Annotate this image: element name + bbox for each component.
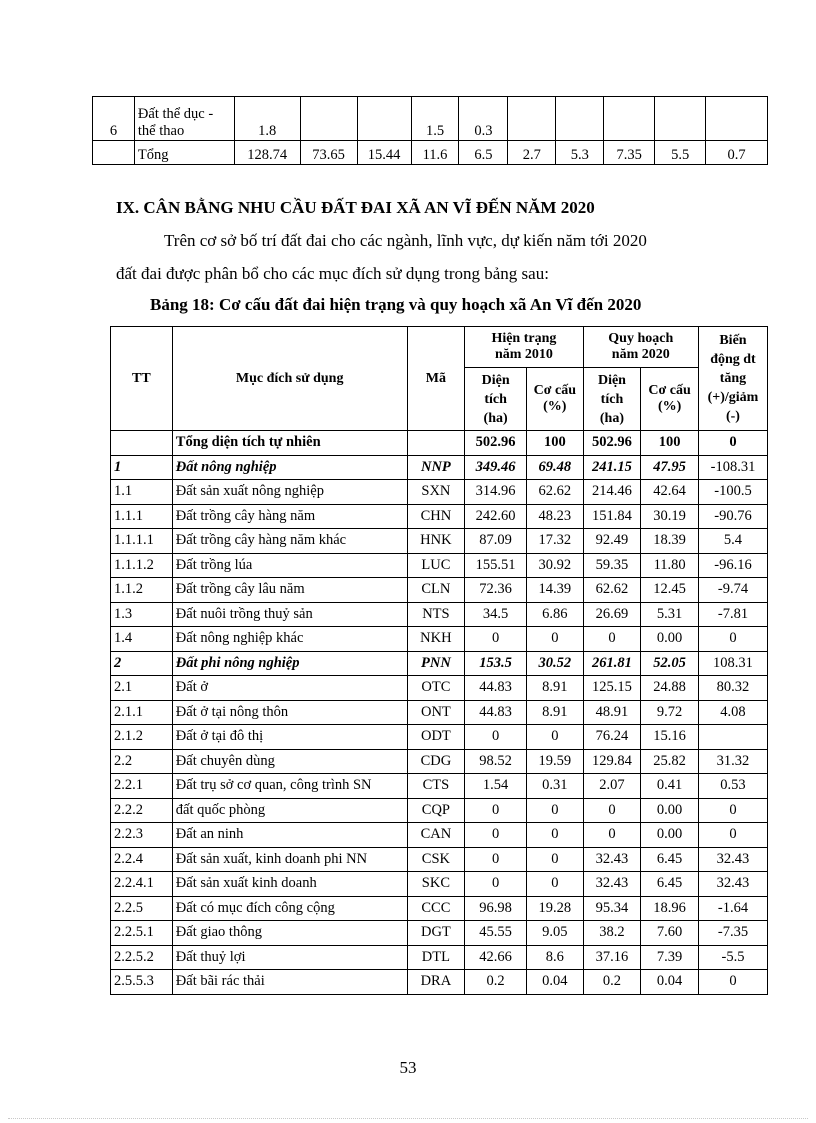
land-use-name: Đất an ninh bbox=[172, 823, 407, 848]
cell: 0 bbox=[698, 970, 767, 995]
cell: 92.49 bbox=[583, 529, 641, 554]
cell: 4.08 bbox=[698, 700, 767, 725]
table-caption: Bảng 18: Cơ cấu đất đai hiện trạng và quy hoạch xã An Vĩ đến 2020 bbox=[150, 295, 642, 314]
land-use-name: Đất bãi rác thải bbox=[172, 970, 407, 995]
table-row bbox=[111, 749, 768, 774]
cell: 155.51 bbox=[465, 553, 527, 578]
header-share-current: Cơ cấu (%) bbox=[527, 368, 584, 431]
land-use-name: Đất trụ sở cơ quan, công trình SN bbox=[172, 774, 407, 799]
cell: 37.16 bbox=[583, 945, 641, 970]
cell: 48.91 bbox=[583, 700, 641, 725]
cell: 0 bbox=[527, 847, 584, 872]
cell: 214.46 bbox=[583, 480, 641, 505]
cell: 2.2.5 bbox=[111, 896, 173, 921]
table-row bbox=[111, 896, 768, 921]
cell: 5.31 bbox=[641, 602, 699, 627]
table-row bbox=[111, 970, 768, 995]
table-body bbox=[111, 431, 768, 995]
cell: 2.2.2 bbox=[111, 798, 173, 823]
land-code: SXN bbox=[407, 480, 465, 505]
cell bbox=[111, 431, 173, 456]
cell: 42.66 bbox=[465, 945, 527, 970]
cell: 2.7 bbox=[508, 141, 556, 165]
cell: 45.55 bbox=[465, 921, 527, 946]
land-code: CHN bbox=[407, 504, 465, 529]
cell: 5.5 bbox=[655, 141, 706, 165]
cell: 0 bbox=[527, 725, 584, 750]
land-use-name: Đất trồng cây lâu năm bbox=[172, 578, 407, 603]
cell: 0.53 bbox=[698, 774, 767, 799]
cell: 1.5 bbox=[411, 97, 459, 141]
cell bbox=[604, 97, 655, 141]
cell: 59.35 bbox=[583, 553, 641, 578]
cell: 62.62 bbox=[527, 480, 584, 505]
cell: 0 bbox=[698, 798, 767, 823]
table-row bbox=[111, 921, 768, 946]
cell: 2.07 bbox=[583, 774, 641, 799]
land-use-name: đất quốc phòng bbox=[172, 798, 407, 823]
table-row bbox=[111, 700, 768, 725]
cell: 0 bbox=[465, 847, 527, 872]
land-code: HNK bbox=[407, 529, 465, 554]
cell: 8.91 bbox=[527, 676, 584, 701]
cell: 502.96 bbox=[465, 431, 527, 456]
cell: 15.16 bbox=[641, 725, 699, 750]
cell: 0 bbox=[527, 798, 584, 823]
land-structure-table bbox=[110, 326, 768, 995]
cell: 5.4 bbox=[698, 529, 767, 554]
table-row bbox=[111, 480, 768, 505]
cell: -5.5 bbox=[698, 945, 767, 970]
cell: 26.69 bbox=[583, 602, 641, 627]
header-code: Mã bbox=[407, 327, 465, 431]
cell: 242.60 bbox=[465, 504, 527, 529]
cell: 80.32 bbox=[698, 676, 767, 701]
cell: 87.09 bbox=[465, 529, 527, 554]
cell: 0.41 bbox=[641, 774, 699, 799]
land-use-name: Đất thuỷ lợi bbox=[172, 945, 407, 970]
cell: 32.43 bbox=[698, 872, 767, 897]
cell: 2.5.5.3 bbox=[111, 970, 173, 995]
header-share-planned: Cơ cấu (%) bbox=[641, 368, 699, 431]
header-area-current: Diện tích (ha) bbox=[465, 368, 527, 431]
cell: 7.39 bbox=[641, 945, 699, 970]
cell: 151.84 bbox=[583, 504, 641, 529]
cell: 6.86 bbox=[527, 602, 584, 627]
cell: 47.95 bbox=[641, 455, 699, 480]
cell: 241.15 bbox=[583, 455, 641, 480]
cell: 34.5 bbox=[465, 602, 527, 627]
cell: 9.05 bbox=[527, 921, 584, 946]
land-code: DTL bbox=[407, 945, 465, 970]
cell: 129.84 bbox=[583, 749, 641, 774]
cell: 73.65 bbox=[300, 141, 357, 165]
cell: 6.5 bbox=[459, 141, 508, 165]
cell: 2.2.1 bbox=[111, 774, 173, 799]
cell: 0.00 bbox=[641, 823, 699, 848]
cell: 95.34 bbox=[583, 896, 641, 921]
cell: 100 bbox=[641, 431, 699, 456]
cell: 1.1 bbox=[111, 480, 173, 505]
land-use-name: Đất trồng cây hàng năm bbox=[172, 504, 407, 529]
cell: 0.2 bbox=[583, 970, 641, 995]
cell: Tổng bbox=[134, 141, 234, 165]
cell: 1.54 bbox=[465, 774, 527, 799]
land-code: DGT bbox=[407, 921, 465, 946]
land-use-name: Đất nông nghiệp khác bbox=[172, 627, 407, 652]
cell bbox=[357, 97, 411, 141]
cell: 0.7 bbox=[706, 141, 768, 165]
table-row bbox=[111, 627, 768, 652]
cell: 153.5 bbox=[465, 651, 527, 676]
land-use-name: Đất ở tại đô thị bbox=[172, 725, 407, 750]
land-use-name: Đất có mục đích công cộng bbox=[172, 896, 407, 921]
table-row bbox=[93, 141, 768, 165]
cell: -7.35 bbox=[698, 921, 767, 946]
cell: 1.4 bbox=[111, 627, 173, 652]
cell: 38.2 bbox=[583, 921, 641, 946]
cell bbox=[300, 97, 357, 141]
land-code: DRA bbox=[407, 970, 465, 995]
table-row bbox=[111, 529, 768, 554]
cell: 261.81 bbox=[583, 651, 641, 676]
cell: 128.74 bbox=[234, 141, 300, 165]
cell: 0 bbox=[465, 872, 527, 897]
land-code bbox=[407, 431, 465, 456]
cell bbox=[706, 97, 768, 141]
cell: 8.91 bbox=[527, 700, 584, 725]
land-code: SKC bbox=[407, 872, 465, 897]
land-code: ONT bbox=[407, 700, 465, 725]
cell: 0 bbox=[527, 872, 584, 897]
table-row bbox=[111, 602, 768, 627]
cell: 0 bbox=[465, 798, 527, 823]
cell: 0.04 bbox=[641, 970, 699, 995]
cell: 5.3 bbox=[556, 141, 604, 165]
cell: 76.24 bbox=[583, 725, 641, 750]
cell: -7.81 bbox=[698, 602, 767, 627]
table-row bbox=[111, 578, 768, 603]
cell: 0 bbox=[465, 823, 527, 848]
cell: 52.05 bbox=[641, 651, 699, 676]
cell: 2.2 bbox=[111, 749, 173, 774]
land-code: PNN bbox=[407, 651, 465, 676]
table-row bbox=[111, 945, 768, 970]
cell: 0 bbox=[698, 627, 767, 652]
table-row bbox=[111, 431, 768, 456]
cell: 2.2.5.1 bbox=[111, 921, 173, 946]
land-code: NKH bbox=[407, 627, 465, 652]
cell: 11.80 bbox=[641, 553, 699, 578]
cell: 18.39 bbox=[641, 529, 699, 554]
cell: 1.8 bbox=[234, 97, 300, 141]
land-use-name: Đất giao thông bbox=[172, 921, 407, 946]
header-planned: Quy hoạch năm 2020 bbox=[583, 327, 698, 368]
land-code: LUC bbox=[407, 553, 465, 578]
table-row bbox=[111, 455, 768, 480]
land-use-name: Đất nuôi trồng thuỷ sản bbox=[172, 602, 407, 627]
cell: 2.2.3 bbox=[111, 823, 173, 848]
cell: 32.43 bbox=[583, 872, 641, 897]
cell: 108.31 bbox=[698, 651, 767, 676]
cell: 2.1.2 bbox=[111, 725, 173, 750]
cell: 72.36 bbox=[465, 578, 527, 603]
cell: 1.1.1 bbox=[111, 504, 173, 529]
cell: 25.82 bbox=[641, 749, 699, 774]
table-row bbox=[111, 651, 768, 676]
cell: 2.1 bbox=[111, 676, 173, 701]
cell bbox=[698, 725, 767, 750]
land-code: CSK bbox=[407, 847, 465, 872]
header-tt: TT bbox=[111, 327, 173, 431]
cell bbox=[556, 97, 604, 141]
cell: 30.92 bbox=[527, 553, 584, 578]
cell: 19.59 bbox=[527, 749, 584, 774]
cell: 32.43 bbox=[698, 847, 767, 872]
cell: 8.6 bbox=[527, 945, 584, 970]
land-code: NTS bbox=[407, 602, 465, 627]
cell: 100 bbox=[527, 431, 584, 456]
cell: 48.23 bbox=[527, 504, 584, 529]
land-use-name: Tổng diện tích tự nhiên bbox=[172, 431, 407, 456]
cell: 11.6 bbox=[411, 141, 459, 165]
cell: Đất thể dục - thể thao bbox=[134, 97, 234, 141]
header-row bbox=[111, 327, 768, 368]
land-use-name: Đất ở tại nông thôn bbox=[172, 700, 407, 725]
header-area-planned: Diện tích (ha) bbox=[583, 368, 641, 431]
cell: 6.45 bbox=[641, 872, 699, 897]
paragraph-line: đất đai được phân bổ cho các mục đích sử dụng trong bảng sau: bbox=[116, 264, 549, 283]
cell: 44.83 bbox=[465, 700, 527, 725]
cell: 17.32 bbox=[527, 529, 584, 554]
cell: 1.1.2 bbox=[111, 578, 173, 603]
cell: 0 bbox=[465, 627, 527, 652]
cell bbox=[93, 141, 135, 165]
cell: 349.46 bbox=[465, 455, 527, 480]
cell: 0.31 bbox=[527, 774, 584, 799]
land-use-name: Đất trồng cây hàng năm khác bbox=[172, 529, 407, 554]
cell: 32.43 bbox=[583, 847, 641, 872]
cell: 7.60 bbox=[641, 921, 699, 946]
table-row bbox=[111, 553, 768, 578]
cell: 1.1.1.1 bbox=[111, 529, 173, 554]
land-use-name: Đất trồng lúa bbox=[172, 553, 407, 578]
section-heading: IX. CÂN BẰNG NHU CẦU ĐẤT ĐAI XÃ AN VĨ ĐẾN NĂM 2020 bbox=[116, 198, 595, 217]
cell: 98.52 bbox=[465, 749, 527, 774]
table-row bbox=[111, 847, 768, 872]
land-use-name: Đất sản xuất kinh doanh bbox=[172, 872, 407, 897]
cell: 24.88 bbox=[641, 676, 699, 701]
land-code: ODT bbox=[407, 725, 465, 750]
cell: 19.28 bbox=[527, 896, 584, 921]
cell: 30.52 bbox=[527, 651, 584, 676]
cell: 502.96 bbox=[583, 431, 641, 456]
cell: 42.64 bbox=[641, 480, 699, 505]
cell: 1.1.1.2 bbox=[111, 553, 173, 578]
cell: 0 bbox=[465, 725, 527, 750]
page-number: 53 bbox=[399, 1058, 417, 1077]
cell: 18.96 bbox=[641, 896, 699, 921]
cell: 6 bbox=[93, 97, 135, 141]
cell: 31.32 bbox=[698, 749, 767, 774]
cell: -96.16 bbox=[698, 553, 767, 578]
cell: 0.00 bbox=[641, 627, 699, 652]
cell: 62.62 bbox=[583, 578, 641, 603]
land-use-name: Đất chuyên dùng bbox=[172, 749, 407, 774]
header-change: Biến động dt tăng (+)/giảm (-) bbox=[698, 327, 767, 431]
land-use-name: Đất sản xuất nông nghiệp bbox=[172, 480, 407, 505]
cell: 1 bbox=[111, 455, 173, 480]
land-code: CLN bbox=[407, 578, 465, 603]
land-use-name: Đất phi nông nghiệp bbox=[172, 651, 407, 676]
cell: 0 bbox=[527, 823, 584, 848]
cell: 125.15 bbox=[583, 676, 641, 701]
cell: 69.48 bbox=[527, 455, 584, 480]
table-row bbox=[111, 504, 768, 529]
land-code: CAN bbox=[407, 823, 465, 848]
cell: 14.39 bbox=[527, 578, 584, 603]
land-code: OTC bbox=[407, 676, 465, 701]
cell: 2.2.4.1 bbox=[111, 872, 173, 897]
table-row bbox=[111, 676, 768, 701]
cell: 0 bbox=[583, 798, 641, 823]
land-code: CCC bbox=[407, 896, 465, 921]
cell: 2.2.4 bbox=[111, 847, 173, 872]
land-use-name: Đất nông nghiệp bbox=[172, 455, 407, 480]
cell: 96.98 bbox=[465, 896, 527, 921]
cell: 0 bbox=[583, 627, 641, 652]
cell: 2 bbox=[111, 651, 173, 676]
cell: 6.45 bbox=[641, 847, 699, 872]
cell: 0.04 bbox=[527, 970, 584, 995]
table-row bbox=[111, 823, 768, 848]
cell: 314.96 bbox=[465, 480, 527, 505]
cell: -90.76 bbox=[698, 504, 767, 529]
cell: 44.83 bbox=[465, 676, 527, 701]
cell: 7.35 bbox=[604, 141, 655, 165]
cell: 0 bbox=[698, 431, 767, 456]
land-code: NNP bbox=[407, 455, 465, 480]
land-code: CDG bbox=[407, 749, 465, 774]
cell: 9.72 bbox=[641, 700, 699, 725]
cell: -100.5 bbox=[698, 480, 767, 505]
cell: 12.45 bbox=[641, 578, 699, 603]
table-row bbox=[111, 725, 768, 750]
cell: 0 bbox=[527, 627, 584, 652]
cell: 30.19 bbox=[641, 504, 699, 529]
cell: 0.2 bbox=[465, 970, 527, 995]
header-current: Hiện trạng năm 2010 bbox=[465, 327, 583, 368]
land-use-name: Đất ở bbox=[172, 676, 407, 701]
paragraph-line: Trên cơ sở bố trí đất đai cho các ngành, lĩnh vực, dự kiến năm tới 2020 bbox=[164, 231, 647, 250]
cell bbox=[508, 97, 556, 141]
cell: -108.31 bbox=[698, 455, 767, 480]
table-row bbox=[93, 97, 768, 141]
cell: 0 bbox=[698, 823, 767, 848]
cell bbox=[655, 97, 706, 141]
land-code: CQP bbox=[407, 798, 465, 823]
table-row bbox=[111, 798, 768, 823]
table-row bbox=[111, 872, 768, 897]
cell: 2.2.5.2 bbox=[111, 945, 173, 970]
cell: 0 bbox=[583, 823, 641, 848]
cell: -1.64 bbox=[698, 896, 767, 921]
cell: 2.1.1 bbox=[111, 700, 173, 725]
cell: -9.74 bbox=[698, 578, 767, 603]
land-code: CTS bbox=[407, 774, 465, 799]
header-purpose: Mục đích sử dụng bbox=[172, 327, 407, 431]
previous-table-fragment bbox=[92, 96, 768, 165]
table-row bbox=[111, 774, 768, 799]
land-use-name: Đất sản xuất, kinh doanh phi NN bbox=[172, 847, 407, 872]
cell: 0.00 bbox=[641, 798, 699, 823]
cell: 1.3 bbox=[111, 602, 173, 627]
cell: 15.44 bbox=[357, 141, 411, 165]
cell: 0.3 bbox=[459, 97, 508, 141]
